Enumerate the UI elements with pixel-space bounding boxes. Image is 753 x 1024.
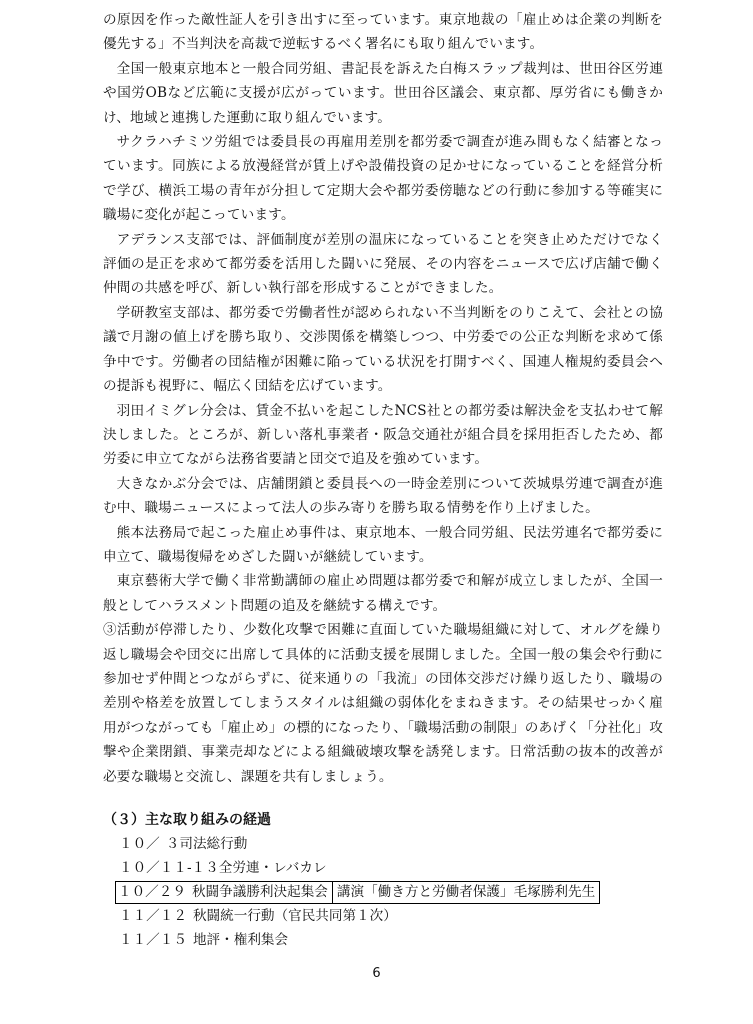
list-item: [103, 904, 663, 928]
paragraph-5: 学研教室支部は、都労委で労働者性が認められない不当判断をのりこえて、会社との協議で月謝の値上げを勝ち取り、交渉関係を構築しつつ、中労委での公正な判断を求めて係争中です。労働者の団結権が困難に陥っている状況を打開すべく、国連人権規約委員会への提訴も視野に、幅広く団結を広げています。: [103, 304, 663, 395]
paragraph-4: アデランス支部では、評価制度が差別の温床になっていることを突き止めただけでなく評価の是正を求めて都労委を活用した闘いに発展、その内容をニュースで広げ店舗で働く仲間の共感を呼び、新しい執行部を形成することができました。: [103, 231, 663, 297]
event-date: １０／: [119, 836, 160, 852]
event-date: １１／１２: [119, 908, 187, 924]
paragraph-2: 全国一般東京地本と一般合同労組、書記長を訴えた白梅スラップ裁判は、世田谷区労連や国労OBなど広範に支援が広がっています。世田谷区議会、東京都、厚労省にも働きかけ、地域と連携した運動に取り組んでいます。: [103, 60, 663, 126]
paragraph-1: の原因を作った敵性証人を引き出すに至っています。東京地裁の「雇止めは企業の判断を優先する」不当判決を高裁で逆転するべく署名にも取り組んでいます。: [103, 12, 663, 53]
event-date: １０／１１-１３: [119, 860, 219, 876]
events-list: [103, 832, 663, 952]
list-item: [103, 856, 663, 880]
paragraph-8: 熊本法務局で起こった雇止め事件は、東京地本、一般合同労組、民法労連名で都労委に申立て、職場復帰をめざした闘いが継続しています。: [103, 524, 663, 565]
event-title: ３司法総行動: [165, 836, 248, 852]
list-item-highlighted: [103, 880, 663, 904]
document-body: [103, 8, 663, 789]
paragraph-6: 羽田イミグレ分会は、賃金不払いを起こしたNCS社との都労委は解決金を支払わせて解決しました。ところが、新しい落札事業者・阪急交通社が組合員を採用拒否したため、都労委に申立てながら法務省要請と団交で追及を強めています。: [103, 402, 663, 468]
paragraph-3: サクラハチミツ労組では委員長の再雇用差別を都労委で調査が進み間もなく結審となっています。同族による放漫経営が賃上げや設備投資の足かせになっていることを経営分析で学び、横浜工場の青年が分担して定期大会や都労委傍聴などの行動に参加する等確実に職場に変化が起こっています。: [103, 134, 663, 224]
event-title: 秋闘争議勝利決起集会: [191, 884, 328, 900]
list-item: [103, 928, 663, 952]
event-title: 秋闘統一行動（官民共同第１次）: [192, 908, 397, 924]
event-note: 講演「働き方と労働者保護」毛塚勝利先生: [333, 881, 600, 904]
event-title: 全労連・レバカレ: [218, 860, 327, 876]
paragraph-9: 東京藝術大学で働く非常勤講師の雇止め問題は都労委で和解が成立しましたが、全国一般としてハラスメント問題の追及を継続する構えです。: [103, 573, 663, 614]
event-date: １０／２９: [118, 884, 186, 900]
event-date: １１／１５: [119, 932, 187, 948]
event-title: 地評・権利集会: [192, 932, 289, 948]
paragraph-10: ③活動が停滞したり、少数化攻撃で困難に直面していた職場組織に対して、オルグを繰り返し職場会や団交に出席して具体的に活動支援を展開しました。全国一般の集会や行動に参加せず仲間とつながらずに、従来通りの「我流」の団体交渉だけ繰り返したり、職場の差別や格差を放置してしまうスタイルは組織の弱体化をまねきます。その結果せっかく雇用がつながっても「雇止め」の標的になったり、「職場活動の制限」のあげく「分社化」攻撃や企業閉鎖、事業売却などによる組織破壊攻撃を誘発します。日常活動の抜本的改善が必要な職場と交流し、課題を共有しましょう。: [103, 622, 663, 785]
event-box: [115, 881, 333, 904]
page-number: 6: [372, 966, 381, 981]
paragraph-7: 大きなかぶ分会では、店舗閉鎖と委員長への一時金差別について茨城県労連で調査が進む中、職場ニュースによって法人の歩み寄りを勝ち取る情勢を作り上げました。: [103, 475, 663, 517]
section-heading: （３）主な取り組みの経過: [103, 812, 271, 828]
list-item: [103, 832, 663, 856]
